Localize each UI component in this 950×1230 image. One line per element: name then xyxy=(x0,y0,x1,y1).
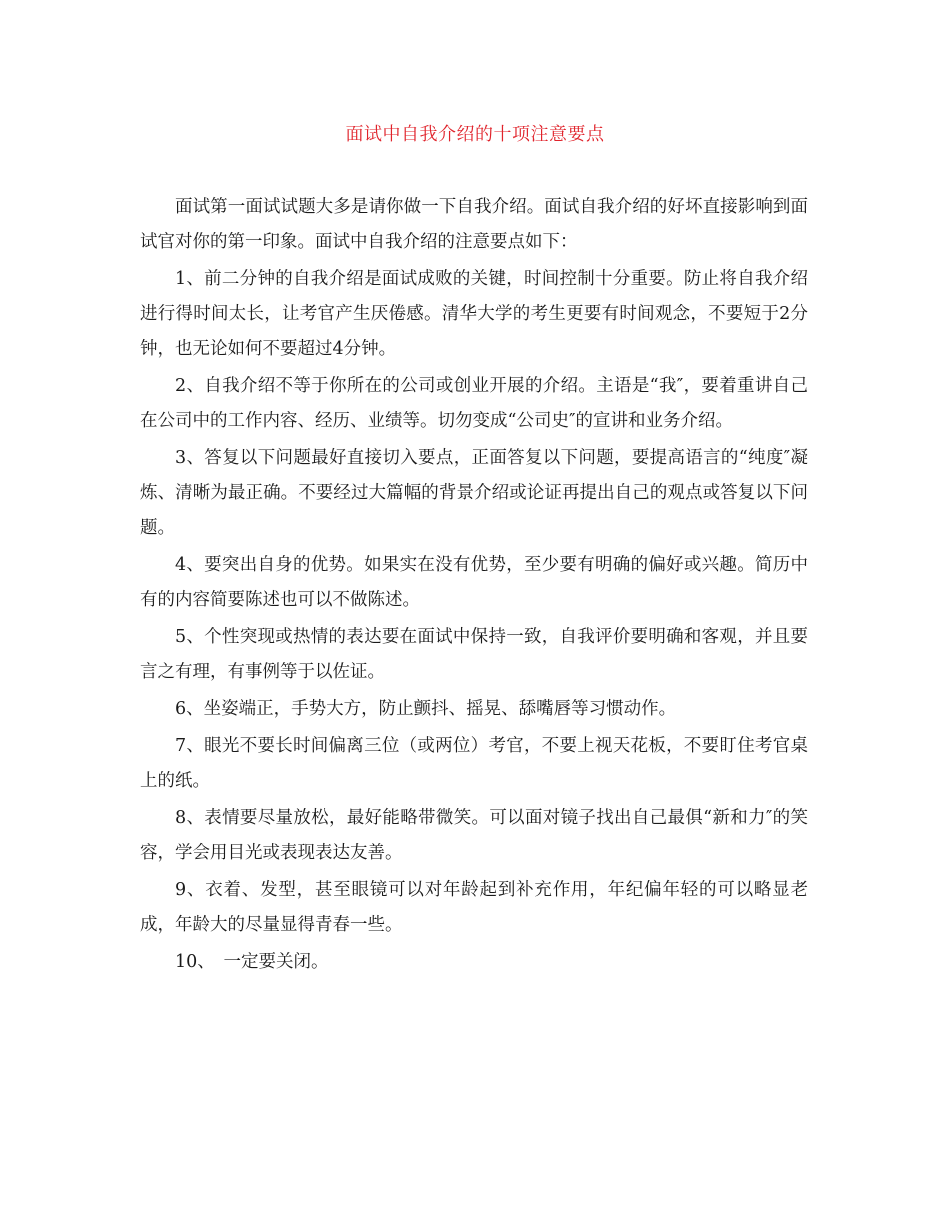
paragraph-point-9: 9、衣着、发型，甚至眼镜可以对年龄起到补充作用，年纪偏年轻的可以略显老成，年龄大的尽量显得青春一些。 xyxy=(140,880,808,935)
paragraph-point-4: 4、要突出自身的优势。如果实在没有优势，至少要有明确的偏好或兴趣。简历中有的内容简要陈述也可以不做陈述。 xyxy=(140,555,808,610)
paragraph-point-5: 5、个性突现或热情的表达要在面试中保持一致，自我评价要明确和客观，并且要言之有理，有事例等于以佐证。 xyxy=(140,627,808,682)
paragraph-point-7: 7、眼光不要长时间偏离三位（或两位）考官，不要上视天花板，不要盯住考官桌上的纸。 xyxy=(140,736,808,791)
paragraph-intro: 面试第一面试试题大多是请你做一下自我介绍。面试自我介绍的好坏直接影响到面试官对你的第一印象。面试中自我介绍的注意要点如下： xyxy=(140,197,808,252)
paragraph-point-3: 3、答复以下问题最好直接切入要点，正面答复以下问题，要提高语言的“纯度″凝炼、清晰为最正确。不要经过大篇幅的背景介绍或论证再提出自己的观点或答复以下问题。 xyxy=(140,448,808,538)
paragraph-point-8: 8、表情要尽量放松，最好能略带微笑。可以面对镜子找出自己最俱“新和力″的笑容，学会用目光或表现表达友善。 xyxy=(140,808,808,863)
paragraph-point-10: 10、 一定要关闭。 xyxy=(175,952,329,972)
paragraph-point-6: 6、坐姿端正，手势大方，防止颤抖、摇晃、舔嘴唇等习惯动作。 xyxy=(175,699,677,719)
paragraph-point-1: 1、前二分钟的自我介绍是面试成败的关键，时间控制十分重要。防止将自我介绍进行得时间太长，让考官产生厌倦感。清华大学的考生更要有时间观念，不要短于2分钟，也无论如何不要超过4分钟。 xyxy=(140,269,808,359)
document-title: 面试中自我介绍的十项注意要点 xyxy=(345,124,605,145)
paragraph-point-2: 2、自我介绍不等于你所在的公司或创业开展的介绍。主语是“我″，要着重讲自己在公司中的工作内容、经历、业绩等。切勿变成“公司史″的宣讲和业务介绍。 xyxy=(140,376,808,431)
document-body xyxy=(140,190,808,982)
